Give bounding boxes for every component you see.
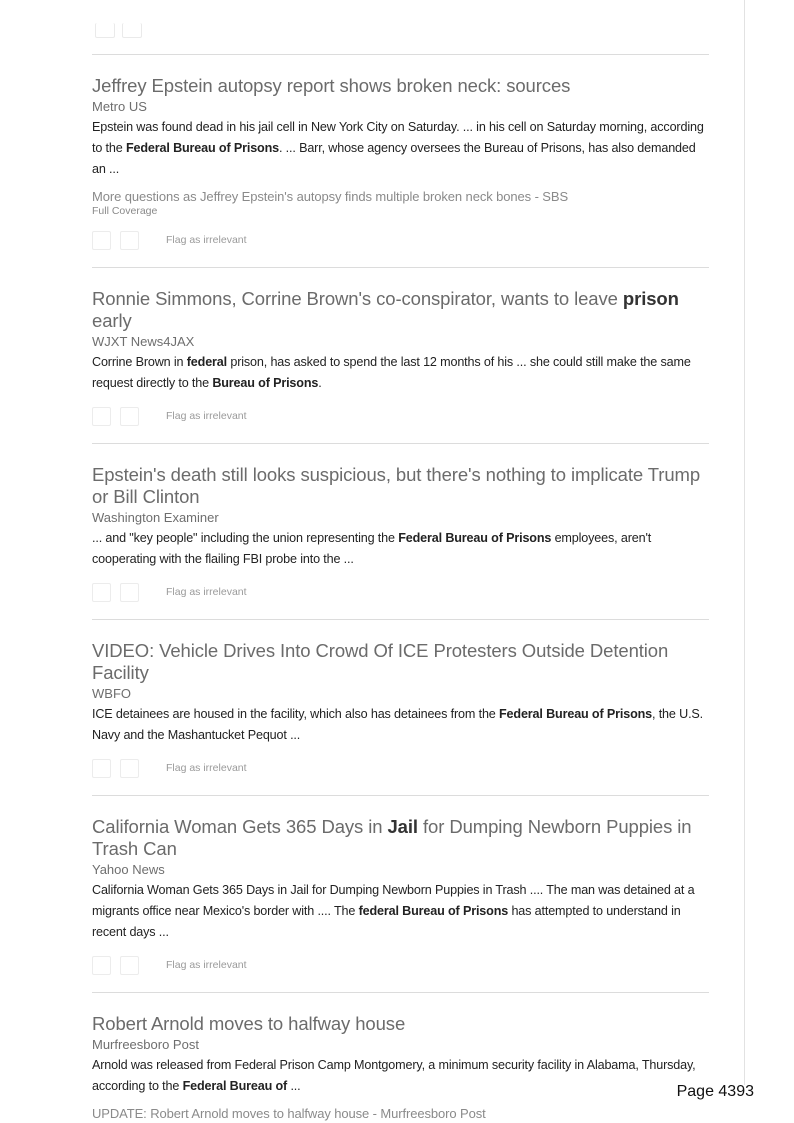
text-segment: VIDEO: Vehicle Drives Into Crowd Of ICE Protesters Outside Detention Facility	[92, 640, 669, 683]
text-segment: Epstein was found dead in his jail cell in New York City on Saturday. ... in his cell on Saturday morning, according to the	[92, 120, 704, 155]
article-source: Metro US	[92, 99, 147, 114]
thumb-up-icon[interactable]	[92, 407, 111, 426]
highlight-term: federal	[186, 355, 227, 369]
thumb-up-icon[interactable]	[92, 231, 111, 250]
news-alert-list	[92, 0, 709, 1122]
thumb-up-icon[interactable]	[92, 583, 111, 602]
article-title-link[interactable]	[92, 464, 709, 508]
article-item	[92, 55, 709, 268]
thumb-down-icon[interactable]	[120, 956, 139, 975]
article-source: WJXT News4JAX	[92, 334, 195, 349]
text-segment: prison, has asked to spend the last 12 months of his ... she could still make the same request directly to the	[92, 355, 691, 390]
article-list	[92, 55, 709, 1122]
article-actions	[92, 582, 709, 602]
highlight-term: Bureau of Prisons	[212, 376, 319, 390]
article-snippet	[92, 1055, 709, 1097]
article-title-link[interactable]	[92, 816, 709, 860]
article-snippet	[92, 528, 709, 570]
thumb-down-icon[interactable]	[120, 583, 139, 602]
article-snippet	[92, 880, 709, 943]
thumb-down-icon[interactable]	[122, 23, 142, 38]
text-segment: .	[318, 376, 322, 390]
article-title-link[interactable]	[92, 640, 709, 684]
highlight-term: prison	[622, 288, 679, 309]
article-item	[92, 796, 709, 993]
article-source: Washington Examiner	[92, 510, 219, 525]
article-title-link[interactable]	[92, 75, 709, 97]
text-segment: California Woman Gets 365 Days in Jail for Dumping Newborn Puppies in Trash .... The man was detained at a migrants office near Mexico's border with .... The	[92, 883, 695, 918]
flag-irrelevant-link[interactable]: Flag as irrelevant	[166, 234, 247, 246]
highlight-term: Federal Bureau of Prisons	[499, 707, 653, 721]
text-segment: . ... Barr, whose agency oversees the Bureau of Prisons, has also demanded an ...	[92, 141, 696, 176]
flag-irrelevant-link[interactable]: Flag as irrelevant	[166, 762, 247, 774]
article-source: Yahoo News	[92, 862, 165, 877]
text-segment: , the U.S. Navy and the Mashantucket Pequot ...	[92, 707, 704, 742]
text-segment: Arnold was released from Federal Prison Camp Montgomery, a minimum security facility in Alabama, Thursday, according to the	[92, 1058, 696, 1093]
text-segment: Corrine Brown in	[92, 355, 187, 369]
article-snippet	[92, 704, 709, 746]
thumb-up-icon[interactable]	[92, 759, 111, 778]
article-source: Murfreesboro Post	[92, 1037, 199, 1052]
related-coverage-link[interactable]: UPDATE: Robert Arnold moves to halfway house - Murfreesboro Post	[92, 1106, 486, 1121]
text-segment: Epstein's death still looks suspicious, but there's nothing to implicate Trump or Bill Clinton	[92, 464, 701, 507]
highlight-term: Federal Bureau of Prisons	[125, 141, 279, 155]
full-coverage-link[interactable]: Full Coverage	[92, 205, 158, 217]
highlight-term: Federal Bureau of	[182, 1079, 288, 1093]
article-item	[92, 268, 709, 444]
thumb-down-icon[interactable]	[120, 231, 139, 250]
text-segment: has attempted to understand in recent days ...	[92, 904, 681, 939]
article-snippet	[92, 117, 709, 180]
highlight-term: Federal Bureau of Prisons	[398, 531, 552, 545]
thumb-up-icon[interactable]	[92, 956, 111, 975]
article-item	[92, 444, 709, 620]
article-actions	[92, 230, 709, 250]
article-snippet	[92, 352, 709, 394]
text-segment: ...	[287, 1079, 301, 1093]
article-actions	[92, 758, 709, 778]
text-segment: Robert Arnold moves to halfway house	[92, 1013, 406, 1034]
text-segment: employees, aren't cooperating with the flailing FBI probe into the ...	[92, 531, 652, 566]
previous-item-actions	[92, 0, 709, 55]
article-source: WBFO	[92, 686, 131, 701]
text-segment: California Woman Gets 365 Days in	[92, 816, 388, 837]
article-title-link[interactable]	[92, 288, 709, 332]
related-coverage-link[interactable]: More questions as Jeffrey Epstein's autopsy finds multiple broken neck bones - SBS	[92, 189, 569, 204]
page-number: Page 4393	[676, 1083, 754, 1100]
text-segment: early	[92, 310, 132, 331]
article-item	[92, 620, 709, 796]
flag-irrelevant-link[interactable]: Flag as irrelevant	[166, 410, 247, 422]
text-segment: Ronnie Simmons, Corrine Brown's co-conspirator, wants to leave	[92, 288, 623, 309]
text-segment: Jeffrey Epstein autopsy report shows broken neck: sources	[92, 75, 571, 96]
highlight-term: Jail	[387, 816, 418, 837]
thumb-down-icon[interactable]	[120, 759, 139, 778]
article-actions	[92, 955, 709, 975]
article-actions	[92, 406, 709, 426]
flag-irrelevant-link[interactable]: Flag as irrelevant	[166, 586, 247, 598]
thumb-down-icon[interactable]	[120, 407, 139, 426]
page-edge-line	[744, 0, 745, 1085]
text-segment: ICE detainees are housed in the facility, which also has detainees from the	[92, 707, 499, 721]
article-item	[92, 993, 709, 1122]
thumb-up-icon[interactable]	[95, 23, 115, 38]
article-title-link[interactable]	[92, 1013, 709, 1035]
text-segment: for Dumping Newborn Puppies in Trash Can	[92, 816, 692, 859]
flag-irrelevant-link[interactable]: Flag as irrelevant	[166, 959, 247, 971]
text-segment: ... and "key people" including the union representing the	[92, 531, 399, 545]
highlight-term: federal Bureau of Prisons	[358, 904, 509, 918]
